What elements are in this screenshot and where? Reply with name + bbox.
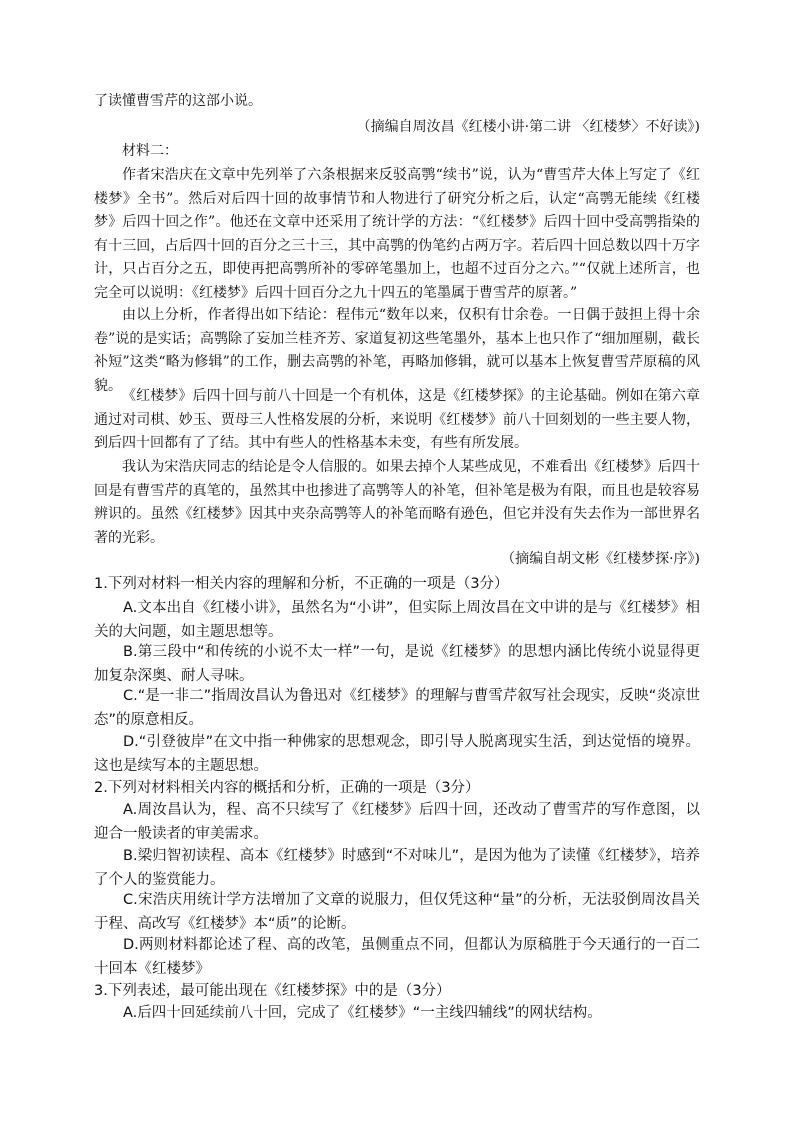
material2-source: （摘编自胡文彬《红楼梦探·序》) [501,551,700,567]
material2-paragraph-1: 作者宋浩庆在文章中先列举了六条根据来反驳高鹗“续书”说，认为“曹雪芹大体上写定了《红楼梦》全书”。然后对后四十回的故事情节和人物进行了研究分析之后，认定“高鹗无能续《红楼梦》后四十回之作”。他还在文章中还采用了统计学的方法：“《红楼梦》后四十回中受高鹗指染的有十三回，占后四十回的百分之三十三，其中高鹗的伪笔约占两万字。若后四十回总数以四十万字计，只占百分之五，即使再把高鹗所补的零碎笔墨加上，也超不过百分之六。”“仅就上述所言，也完全可以说明：《红楼梦》后四十回百分之九十四五的笔墨属于曹雪芹的原著。” [94,167,700,301]
question-1-option-b: B.第三段中“和传统的小说不太一样”一句，是说《红楼梦》的思想内涵比传统小说显得更加复杂深奥、耐人寻味。 [94,644,700,684]
question-2-option-b: B.梁归智初读程、高本《红楼梦》时感到“不对味儿”，是因为他为了读懂《红楼梦》，培养了个人的鉴赏能力。 [94,848,700,888]
question-1-option-c: C.“是一非二”指周汝昌认为鲁迅对《红楼梦》的理解与曹雪芹叙写社会现实，反映“炎凉世态”的原意相反。 [94,688,700,728]
question-3-option-a: A.后四十回延续前八十回，完成了《红楼梦》“一主线四辅线”的网状结构。 [123,1005,602,1021]
material1-source: （摘编自周汝昌《红楼小讲·第二讲 〈红楼梦〉不好读》) [356,119,700,135]
question-2-option-c: C.宋浩庆用统计学方法增加了文章的说服力，但仅凭这种“量”的分析，无法驳倒周汝昌关于程、高改写《红楼梦》本“质”的论断。 [94,892,700,932]
question-2-option-d: D.两则材料都论述了程、高的改笔，虽侧重点不同，但都认为原稿胜于今天通行的一百二十回本《红楼梦》 [94,937,700,977]
question-1-option-d: D.“引登彼岸”在文中指一种佛家的思想观念，即引导人脱离现实生活，到达觉悟的境界。这也是续写本的主题思想。 [94,734,700,774]
question-2-stem: 2.下列对材料相关内容的概括和分析，正确的一项是（3分） [94,780,480,796]
material2-label: 材料二： [122,143,178,159]
material2-paragraph-4: 我认为宋浩庆同志的结论是令人信服的。如果去掉个人某些成见，不难看出《红楼梦》后四十回是有曹雪芹的真笔的，虽然其中也掺进了高鹗等人的补笔，但补笔是极为有限，而且也是较容易辨识的。虽然《红楼梦》因其中夹杂高鹗等人的补笔而略有逊色，但它并没有失去作为一部世界名著的光彩。 [94,459,700,546]
material2-paragraph-2: 由以上分析，作者得出如下结论：程伟元“数年以来，仅积有廿余卷。一日偶于鼓担上得十余卷”说的是实话；高鹗除了妄加兰桂齐芳、家道复初这些笔墨外，基本上也只作了“细加厘剔，截长补短”这类“略为修辑”的工作，删去高鹗的补笔，再略加修辑，就可以基本上恢复曹雪芹原稿的风貌。 [94,307,700,394]
material1-ending: 了读懂曹雪芹的这部小说。 [94,93,262,109]
material2-paragraph-3: 《红楼梦》后四十回与前八十回是一个有机体，这是《红楼梦探》的主论基础。例如在第六章通过对司棋、妙玉、贾母三人性格发展的分析，来说明《红楼梦》前八十回刻划的一些主要人物，到后四十回都有了了结。其中有些人的性格基本未变，有些有所发展。 [94,388,700,451]
question-1-stem: 1.下列对材料一相关内容的理解和分析，不正确的一项是（3分） [94,576,509,592]
question-2-option-a: A.周汝昌认为，程、高不只续写了《红楼梦》后四十回，还改动了曹雪芹的写作意图，以迎合一般读者的审美需求。 [94,802,700,842]
question-1-option-a: A.文本出自《红楼小讲》，虽然名为“小讲”，但实际上周汝昌在文中讲的是与《红楼梦》相关的大问题，如主题思想等。 [94,600,700,640]
question-3-stem: 3.下列表述，最可能出现在《红楼梦探》中的是（3分） [94,983,451,999]
